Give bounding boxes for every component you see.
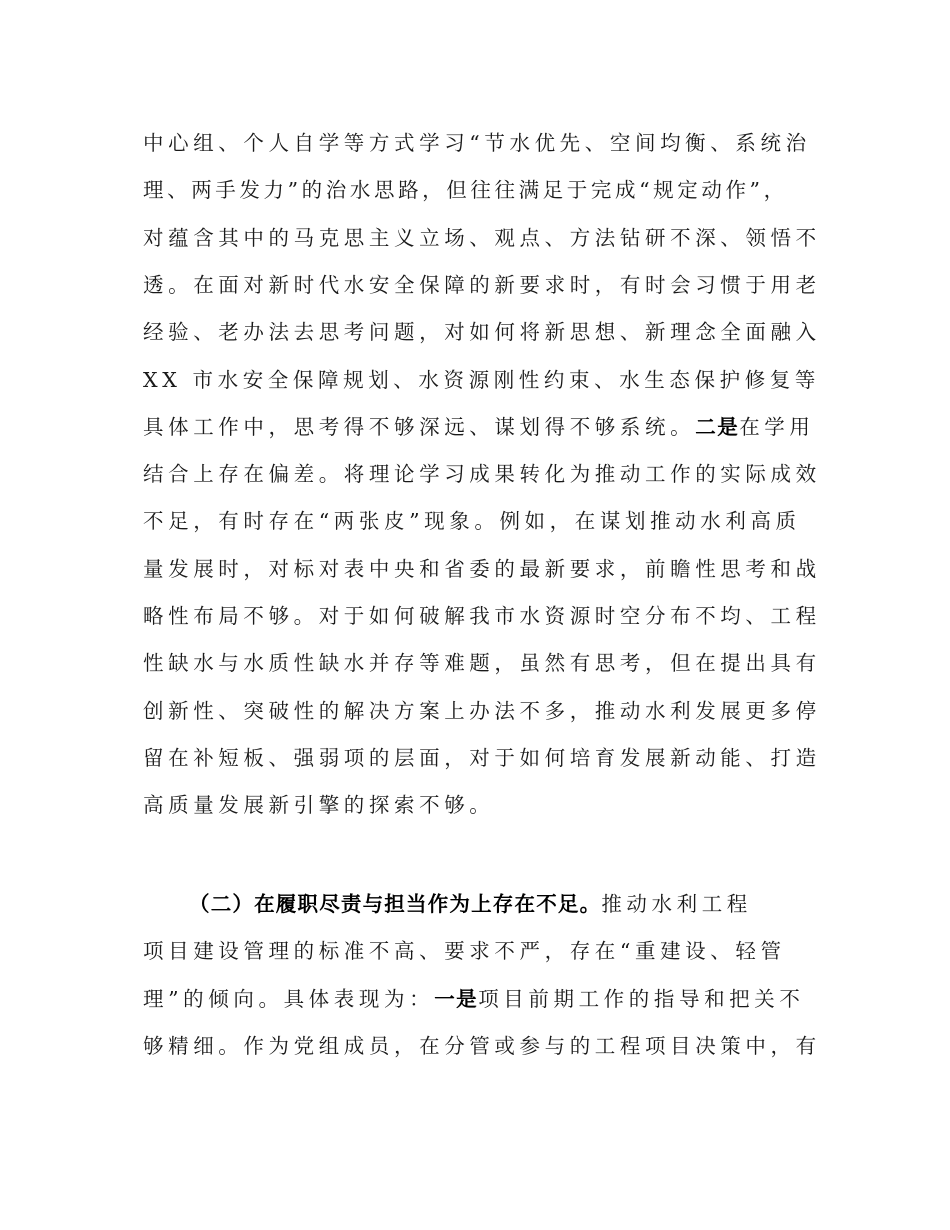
- section-heading-line: [189, 889, 752, 919]
- text-line: 理、两手发力”的治水思路，但往往满足于完成“规定动作”，: [143, 178, 788, 203]
- text-line: 留在补短板、强弱项的层面，对于如何培育发展新动能、打造: [143, 745, 821, 770]
- text-line: 创新性、突破性的解决方案上办法不多，推动水利发展更多停: [143, 698, 821, 723]
- text-segment: 在学用: [739, 414, 815, 439]
- emphasis-label: 一是: [434, 986, 479, 1011]
- emphasis-label: 二是: [695, 414, 740, 439]
- text-line: 性缺水与水质性缺水并存等难题，虽然有思考，但在提出具有: [143, 651, 821, 676]
- text-line: [143, 984, 805, 1014]
- text-segment: 推动水利工程: [601, 892, 752, 916]
- text-segment: 具体工作中，思考得不够深远、谋划得不够系统。: [143, 414, 696, 439]
- text-line: 量发展时，对标对表中央和省委的最新要求，前瞻性思考和战: [143, 556, 821, 581]
- text-line: 经验、老办法去思考问题，对如何将新思想、新理念全面融入: [143, 320, 821, 345]
- text-line: 对蕴含其中的马克思主义立场、观点、方法钻研不深、领悟不: [143, 225, 821, 250]
- text-line: 结合上存在偏差。将理论学习成果转化为推动工作的实际成效: [143, 462, 821, 487]
- section-heading: （二）在履职尽责与担当作为上存在不足。: [189, 892, 602, 916]
- text-line: [143, 412, 815, 442]
- text-segment: 项目前期工作的指导和把关不: [478, 986, 805, 1011]
- text-line: 中心组、个人自学等方式学习“节水优先、空间均衡、系统治: [143, 131, 811, 155]
- text-segment: 理”的倾向。具体表现为：: [143, 986, 435, 1011]
- text-line: 够精细。作为党组成员，在分管或参与的工程项目决策中，有: [143, 1033, 821, 1058]
- text-line: 项目建设管理的标准不高、要求不严，存在“重建设、轻管: [143, 939, 786, 964]
- text-line: 略性布局不够。对于如何破解我市水资源时空分布不均、工程: [143, 604, 821, 628]
- text-line: 不足，有时存在“两张皮”现象。例如，在谋划推动水利高质: [143, 509, 801, 534]
- text-line: 透。在面对新时代水安全保障的新要求时，有时会习惯于用老: [143, 272, 821, 297]
- text-line: 高质量发展新引擎的探索不够。: [143, 793, 495, 818]
- text-line: XX 市水安全保障规划、水资源刚性约束、水生态保护修复等: [143, 367, 821, 392]
